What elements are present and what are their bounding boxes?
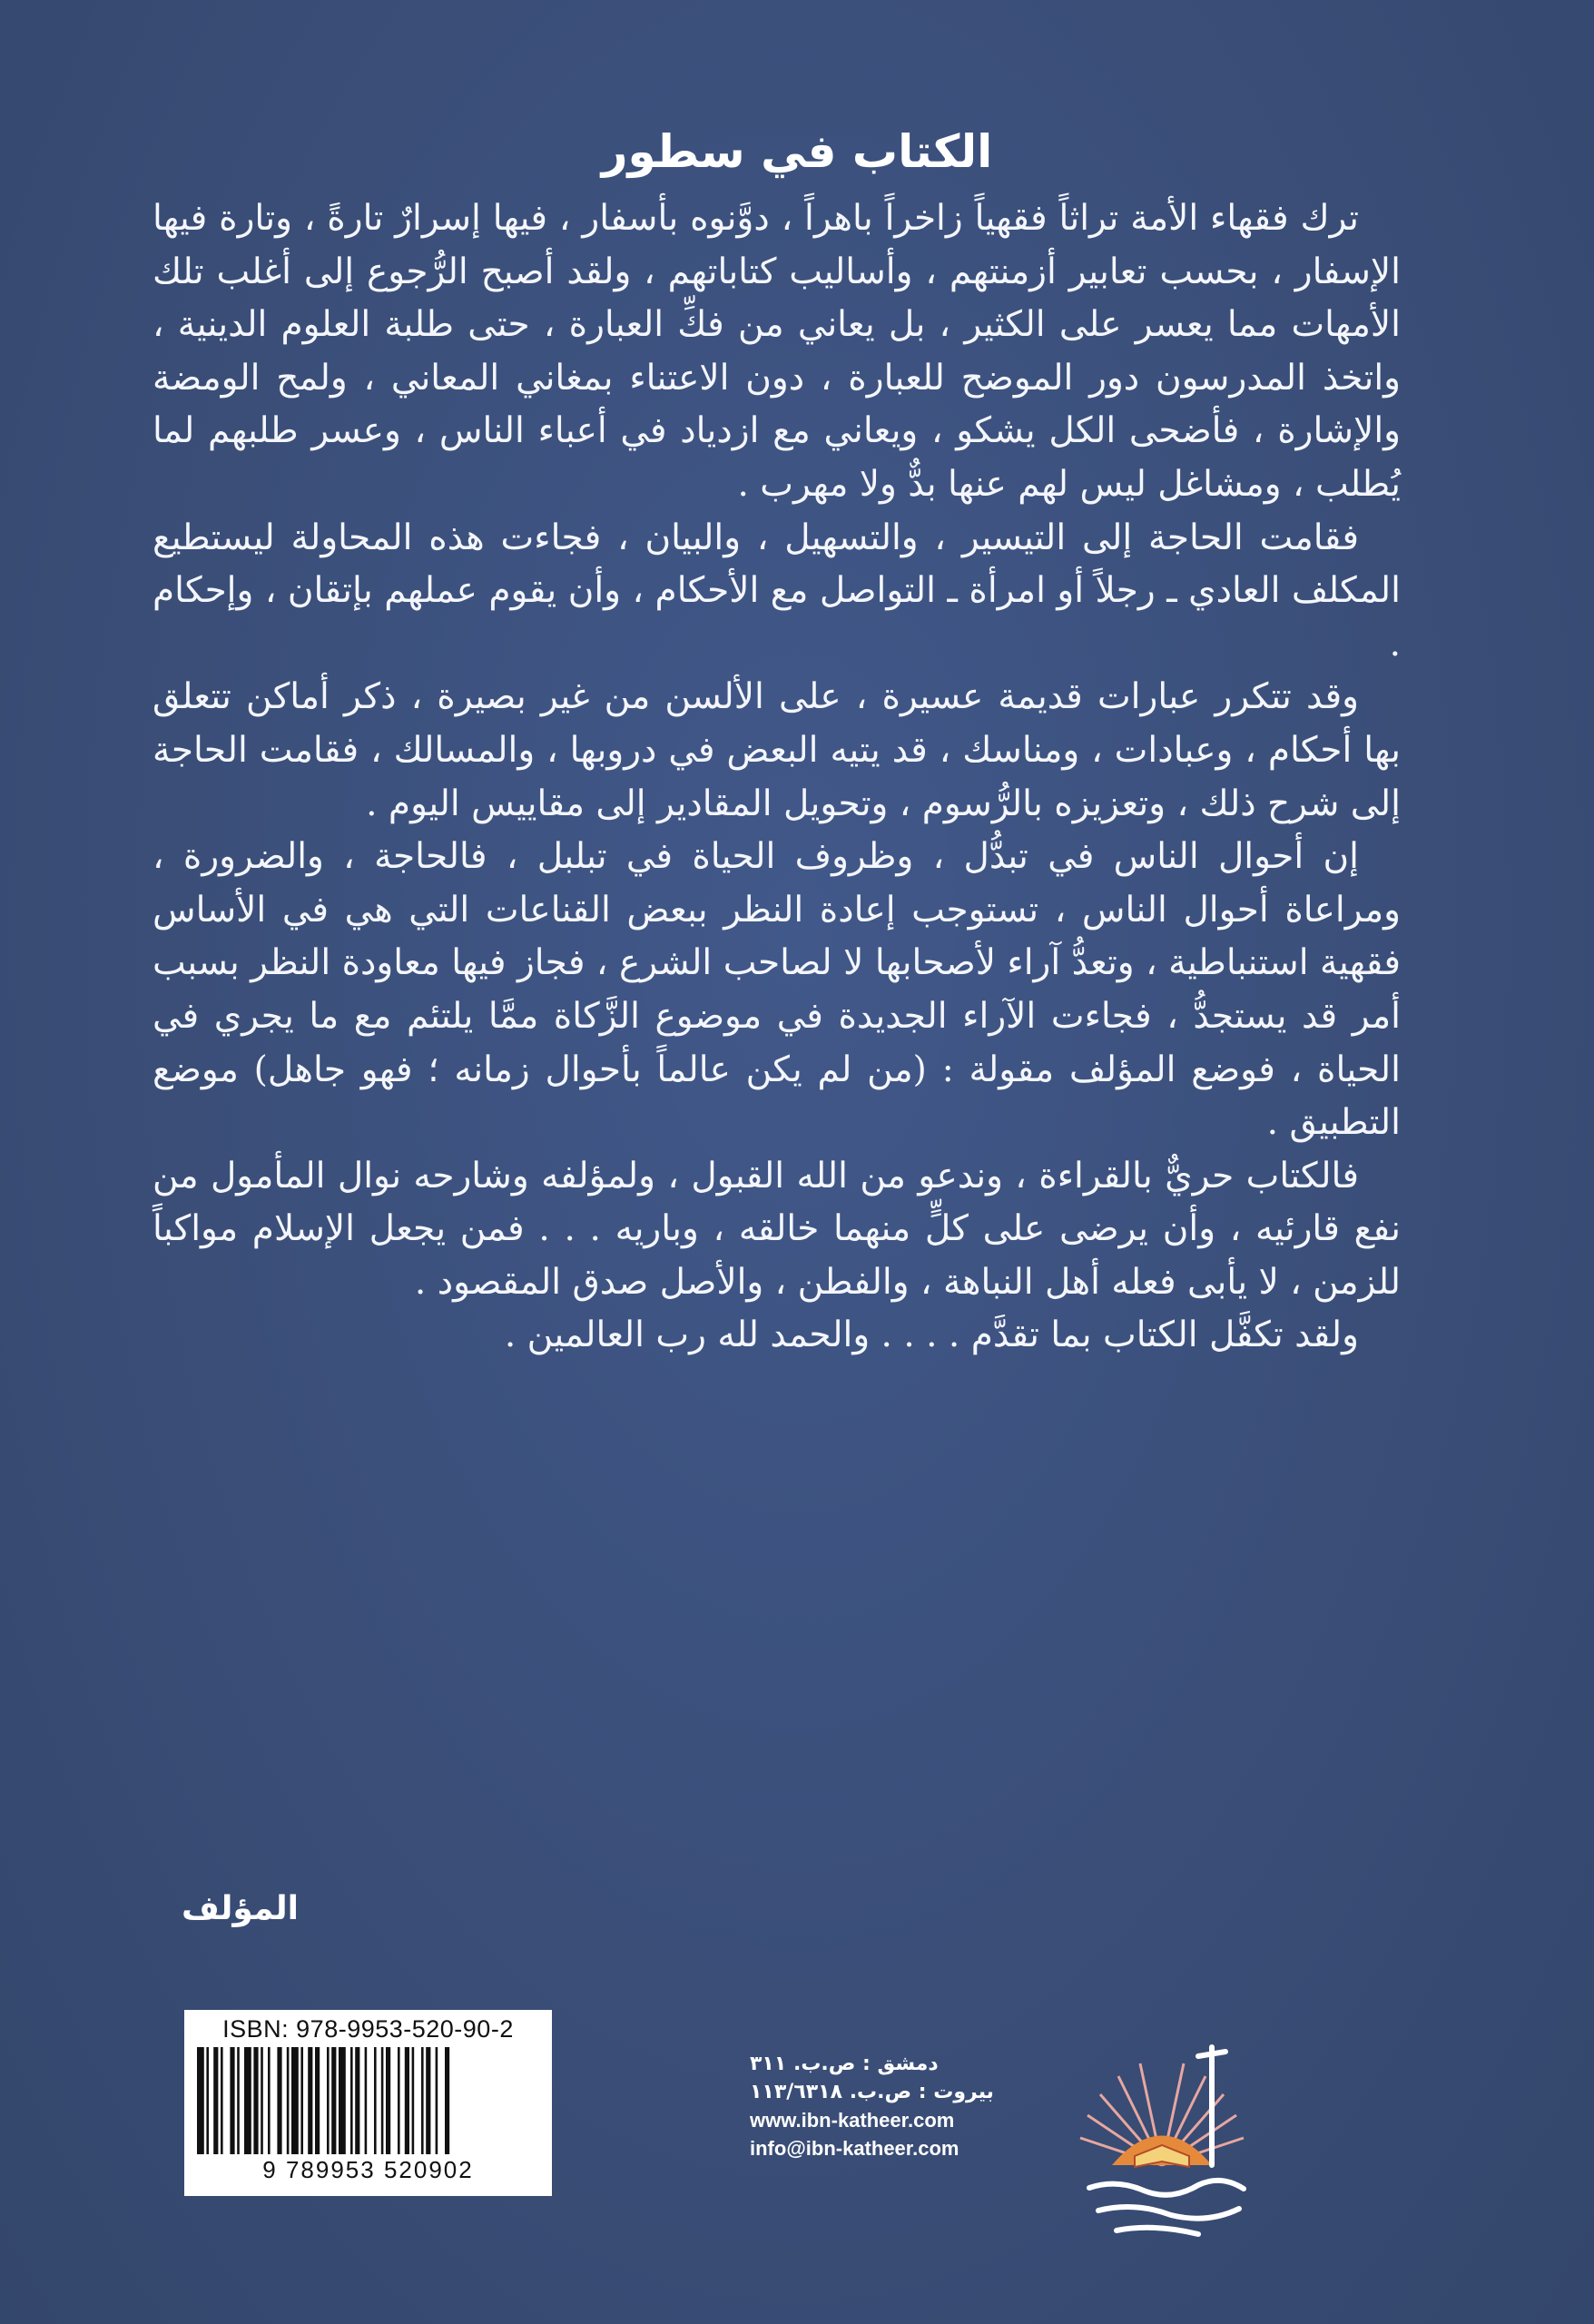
barcode-bar <box>327 2047 330 2154</box>
barcode-bar <box>206 2047 209 2154</box>
blurb-text <box>153 192 1401 1363</box>
barcode-bar <box>426 2047 430 2154</box>
barcode-bar <box>386 2047 390 2154</box>
barcode-bar <box>308 2047 312 2154</box>
barcode-block <box>184 2010 552 2196</box>
blurb-paragraph: ولقد تكفَّل الكتاب بما تقدَّم . . . . والحمد لله رب العالمين . <box>504 1315 1359 1356</box>
barcode-bar <box>374 2047 377 2154</box>
blurb-paragraph: فقامت الحاجة إلى التيسير ، والتسهيل ، والبيان ، فجاءت هذه المحاولة ليستطيع المكلف العادي ـ رجلاً أو امرأة ـ التواصل مع الأحكام ، وأن يقوم عملهم بإتقان ، وإحكام . <box>153 517 1401 665</box>
barcode-bar <box>412 2047 415 2154</box>
barcode-bar <box>331 2047 336 2154</box>
publisher-website: www.ibn-katheer.com <box>750 2109 955 2132</box>
barcode-bar <box>197 2047 204 2154</box>
publisher-email: info@ibn-katheer.com <box>750 2137 959 2160</box>
barcode-bar <box>398 2047 400 2154</box>
barcode-bar <box>261 2047 263 2154</box>
barcode-bar <box>221 2047 223 2154</box>
blurb-paragraph: فالكتاب حريٌّ بالقراءة ، وندعو من الله القبول ، ولمؤلفه وشارحه نوال المأمول من نفع قارئيه ، وأن يرضى على كلٍّ منهما خالقه ، وباريه . . . فمن يجعل الإسلام مواكباً للزمن ، لا يأبى فعله أهل النباهة ، والفطن ، والأصل صدق المقصود . <box>153 1155 1401 1303</box>
barcode-bar <box>365 2047 368 2154</box>
blurb-paragraph: إن أحوال الناس في تبدُّل ، وظروف الحياة في تبلبل ، فالحاجة ، والضرورة ، ومراعاة أحوال الناس ، تستوجب إعادة النظر ببعض القناعات التي هي في الأساس فقهية استنباطية ، وتعدُّ آراء لأصحابها لا لصاحب الشرع ، فجاز فيها معاودة النظر بسبب أمر قد يستجدُّ ، فجاءت الآراء الجديدة في موضوع الزَّكاة ممَّا يلتئم مع ما يجري في الحياة ، فوضع المؤلف مقولة : (من لم يكن عالماً بأحوال زمانه ؛ فهو جاهل) موضع التطبيق . <box>153 836 1402 1144</box>
barcode-bar <box>237 2047 240 2154</box>
blurb-paragraph: وقد تتكرر عبارات قديمة عسيرة ، على الألسن من غير بصيرة ، ذكر أماكن تتعلق بها أحكام ، وعبادات ، ومناسك ، قد يتيه البعض في دروبها ، والمسالك ، فقامت الحاجة إلى شرح ذلك ، وتعزيزه بالرُّسوم ، وتحويل المقادير إلى مقاييس اليوم . <box>153 676 1401 824</box>
publisher-info <box>750 2050 1049 2162</box>
barcode-number: 9 789953 520902 <box>262 2156 474 2183</box>
barcode-bar <box>350 2047 353 2154</box>
barcode-bar <box>291 2047 299 2154</box>
publisher-address-beirut: بيروت : ص.ب. ١١٣/٦٣١٨ <box>750 2081 994 2103</box>
barcode-bar <box>277 2047 281 2154</box>
barcode-bar <box>436 2047 438 2154</box>
author-signature: المؤلف <box>182 1890 299 1927</box>
barcode-bar <box>230 2047 234 2154</box>
barcode-bar <box>253 2047 258 2154</box>
sunburst-icon <box>1080 2063 1244 2167</box>
cover-title: الكتاب في سطور <box>601 125 993 178</box>
blurb-paragraph: ترك فقهاء الأمة تراثاً فقهياً زاخراً باهراً ، دوَّنوه بأسفار ، فيها إسرارٌ تارةً ، وتارة فيها الإسفار ، بحسب تعابير أزمنتهم ، وأساليب كتاباتهم ، ولقد أصبح الرُّجوع إلى أغلب تلك الأمهات مما يعسر على الكثير ، بل يعاني من فكِّ العبارة ، حتى طلبة العلوم الدينية ، واتخذ المدرسون دور الموضح للعبارة ، دون الاعتناء بمغاني المعاني ، ولمح الومضة والإشارة ، فأضحى الكل يشكو ، ويعاني مع ازدياد في أعباء الناس ، وعسر طلبهم لما يُطلب ، ومشاغل ليس لهم عنها بدٌّ ولا مهرب . <box>153 198 1401 505</box>
barcode-bar <box>213 2047 218 2154</box>
barcode-bar <box>445 2047 449 2154</box>
barcode-bar <box>287 2047 290 2154</box>
barcode-bar <box>405 2047 409 2154</box>
barcode-bar <box>355 2047 359 2154</box>
barcode-bar <box>421 2047 424 2154</box>
isbn-label: ISBN: 978-9953-520-90-2 <box>222 2015 514 2043</box>
barcode-bar <box>244 2047 251 2154</box>
barcode-bar <box>268 2047 271 2154</box>
barcode-bar <box>315 2047 320 2154</box>
publisher-logo <box>1062 2029 1262 2247</box>
barcode-bar <box>339 2047 346 2154</box>
barcode-bar <box>300 2047 303 2154</box>
publisher-address-damascus: دمشق : ص.ب. ٣١١ <box>750 2053 939 2075</box>
barcode-bars <box>193 2047 543 2154</box>
barcode-bar <box>381 2047 384 2154</box>
